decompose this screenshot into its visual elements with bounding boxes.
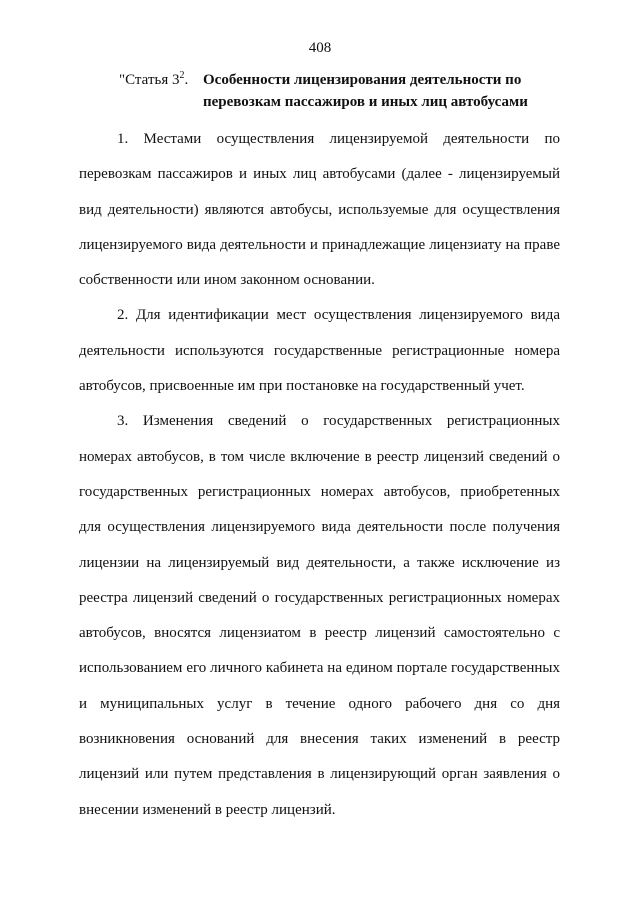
paragraph-1: 1. Местами осуществления лицензируемой деятельности по перевозкам пассажиров и иных лиц автобусами (далее - лицензируемый вид деятельности) являются автобусы, используемые для осуществления лицензируемого вида деятельности и принадлежащие лицензиату на праве собственности или ином законном основании. xyxy=(79,131,560,289)
article-body xyxy=(79,122,560,828)
paragraph-3: 3. Изменения сведений о государственных регистрационных номерах автобусов, в том числе включение в реестр лицензий сведений о государственных регистрационных номерах автобусов, приобретенных для осуществления лицензируемого вида деятельности после получения лицензии на лицензируемый вид деятельности, а также исключение из реестра лицензий сведений о государственных регистрационных номерах автобусов, вносятся лицензиатом в реестр лицензий самостоятельно с использованием его личного кабинета на едином портале государственных и муниципальных услуг в течение одного рабочего дня со дня возникновения оснований для внесения таких изменений в реестр лицензий или путем представления в лицензирующий орган заявления о внесении изменений в реестр лицензий. xyxy=(79,413,560,818)
paragraph-2: 2. Для идентификации мест осуществления лицензируемого вида деятельности используются государственные регистрационные номера автобусов, присвоенные им при постановке на государственный учет. xyxy=(79,307,560,395)
article-label-superscript: 2 xyxy=(179,70,185,81)
article-label-text: "Статья 3 xyxy=(119,72,180,88)
article-label-suffix: . xyxy=(184,72,189,88)
article-title: Особенности лицензирования деятельности по перевозкам пассажиров и иных лиц автобусами xyxy=(203,72,528,110)
article-label xyxy=(119,69,188,91)
page-number: 408 xyxy=(308,40,332,56)
